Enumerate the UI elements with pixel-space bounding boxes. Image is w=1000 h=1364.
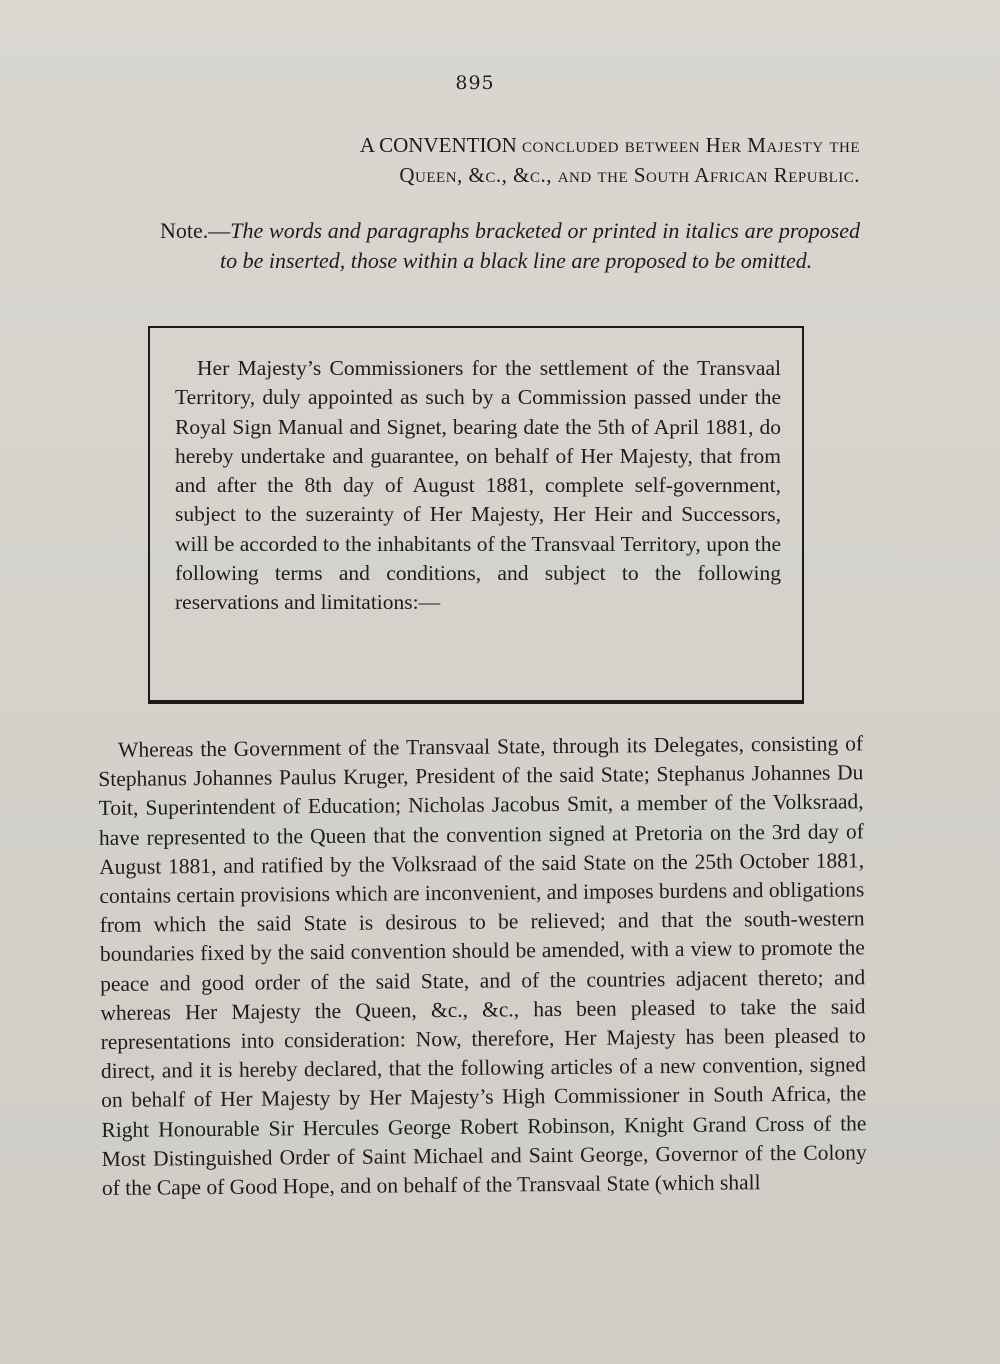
title-line2: Queen, &c., &c., and the South African Republic. bbox=[399, 163, 860, 187]
document-title bbox=[120, 130, 860, 190]
omitted-paragraph: Her Majesty’s Commissioners for the settlement of the Transvaal Territory, duly appointed as such by a Commission passed under the Royal Sign Manual and Signet, bearing date the 5th of April 1881, do hereby undertake and guarantee, on behalf of Her Majesty, that from and after the 8th day of August 1881, complete self-government, subject to the suzerainty of Her Majesty, Her Heir and Successors, will be accorded to the inhabitants of the Transvaal Territory, upon the following terms and conditions, and subject to the following reservations and limitations:— bbox=[175, 356, 781, 615]
preamble-paragraph: Whereas the Government of the Transvaal State, through its Delegates, consisting of Stephanus Johannes Paulus Kruger, President of the said State; Stephanus Johannes Du Toit, Superintendent of Education; Nicholas Jacobus Smit, a member of the Volksraad, have represented to the Queen that the convention signed at Pretoria on the 3rd day of August 1881, and ratified by the Volksraad of the said State on the 25th October 1881, contains certain provisions which are inconvenient, and imposes burdens and obligations from which the said State is desirous to be relieved; and that the south-western boundaries fixed by the said convention should be amended, with a view to promote the peace and good order of the said State, and of the countries adjacent thereto; and whereas Her Majesty the Queen, &c., &c., has been pleased to take the said representations into consideration: Now, therefore, Her Majesty has been pleased to direct, and it is hereby declared, that the following articles of a new convention, signed on behalf of Her Majesty by Her Majesty’s High Commissioner in South Africa, the Right Honourable Sir Hercules George Robert Robinson, Knight Grand Cross of the Most Distinguished Order of Saint Michael and Saint George, Governor of the Colony of the Cape of Good Hope, and on behalf of the Transvaal State (which shall bbox=[98, 731, 867, 1201]
title-line1-rest: concluded between Her Majesty the bbox=[522, 133, 860, 157]
editorial-note bbox=[160, 216, 860, 276]
note-text: The words and paragraphs bracketed or printed in italics are proposed to be inserted, those within a black line are proposed to be omitted. bbox=[220, 218, 860, 273]
page-number: 895 bbox=[455, 72, 495, 94]
title-lead: A CONVENTION bbox=[359, 133, 517, 157]
note-label: Note.— bbox=[160, 218, 231, 243]
